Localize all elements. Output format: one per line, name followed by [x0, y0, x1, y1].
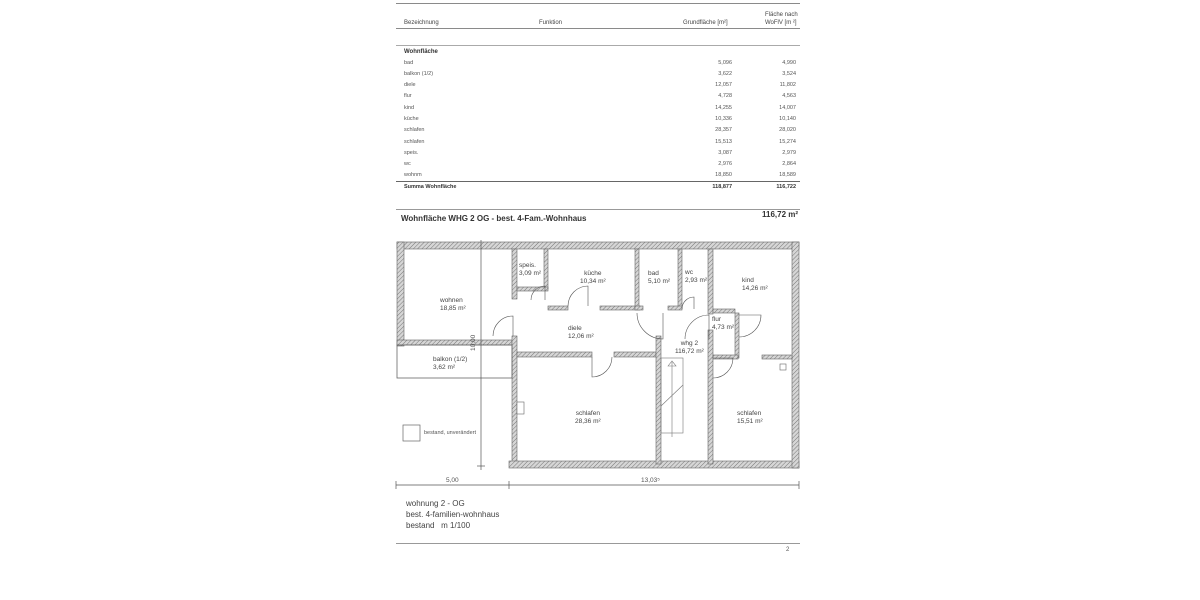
room-kueche: küche 10,34 m²	[580, 270, 606, 285]
header-wofiv-2: WoFlV [m ²]	[765, 20, 797, 26]
footer-line-3: bestand m 1/100	[406, 521, 471, 530]
room-whg: whg 2 116,72 m²	[675, 340, 704, 355]
summary-value: 116,72 m²	[762, 210, 799, 219]
header-grundflaeche: Grundfläche [m²]	[683, 20, 728, 26]
room-schlafen-1: schlafen 28,36 m²	[575, 410, 601, 425]
table-row: kind 14,255 14,007	[404, 105, 796, 111]
room-kind: kind 14,26 m²	[742, 277, 768, 292]
room-diele: diele 12,06 m²	[568, 325, 594, 340]
footer-line-1: wohnung 2 - OG	[406, 499, 465, 508]
legend-label: bestand, unverändert	[424, 430, 476, 436]
table-row: bad 5,096 4,990	[404, 60, 796, 66]
header-bezeichnung: Bezeichnung	[404, 20, 439, 26]
table-row: speis. 3,087 2,979	[404, 150, 796, 156]
room-speis: speis. 3,09 m²	[519, 262, 542, 277]
dim-left: 5,00	[446, 477, 459, 484]
room-schlafen-2: schlafen 15,51 m²	[737, 410, 763, 425]
footer-line-2: best. 4-familien-wohnhaus	[406, 510, 500, 519]
table-row: balkon (1/2) 3,622 3,524	[404, 71, 796, 77]
section-title: Wohnfläche	[404, 49, 438, 55]
table-row: schlafen 28,357 28,020	[404, 127, 796, 133]
dim-right: 13,03⁵	[641, 477, 660, 484]
table-row: schlafen 15,513 15,274	[404, 139, 796, 145]
room-balkon: balkon (1/2) 3,62 m²	[433, 356, 468, 371]
table-row: küche 10,336 10,140	[404, 116, 796, 122]
room-flur: flur 4,73 m²	[712, 316, 735, 331]
summary-title: Wohnfläche WHG 2 OG - best. 4-Fam.-Wohnhaus	[401, 214, 587, 223]
page-number: 2	[786, 547, 790, 553]
table-row: diele 12,057 11,802	[404, 82, 796, 88]
room-bad: bad 5,10 m²	[648, 270, 671, 285]
table-sum-row: Summa Wohnfläche 118,877 116,722	[404, 184, 796, 190]
table-row: flur 4,728 4,563	[404, 93, 796, 99]
header-wofiv-1: Fläche nach	[765, 12, 798, 18]
header-funktion: Funktion	[539, 20, 563, 26]
footer-rule	[396, 543, 800, 544]
table-row: wc 2,976 2,864	[404, 161, 796, 167]
room-wohnen: wohnen 18,85 m²	[440, 297, 466, 312]
table-row: wohnm 18,850 18,589	[404, 172, 796, 178]
dim-vertical: 10,00	[470, 334, 477, 351]
room-wc: wc 2,93 m²	[685, 269, 708, 284]
